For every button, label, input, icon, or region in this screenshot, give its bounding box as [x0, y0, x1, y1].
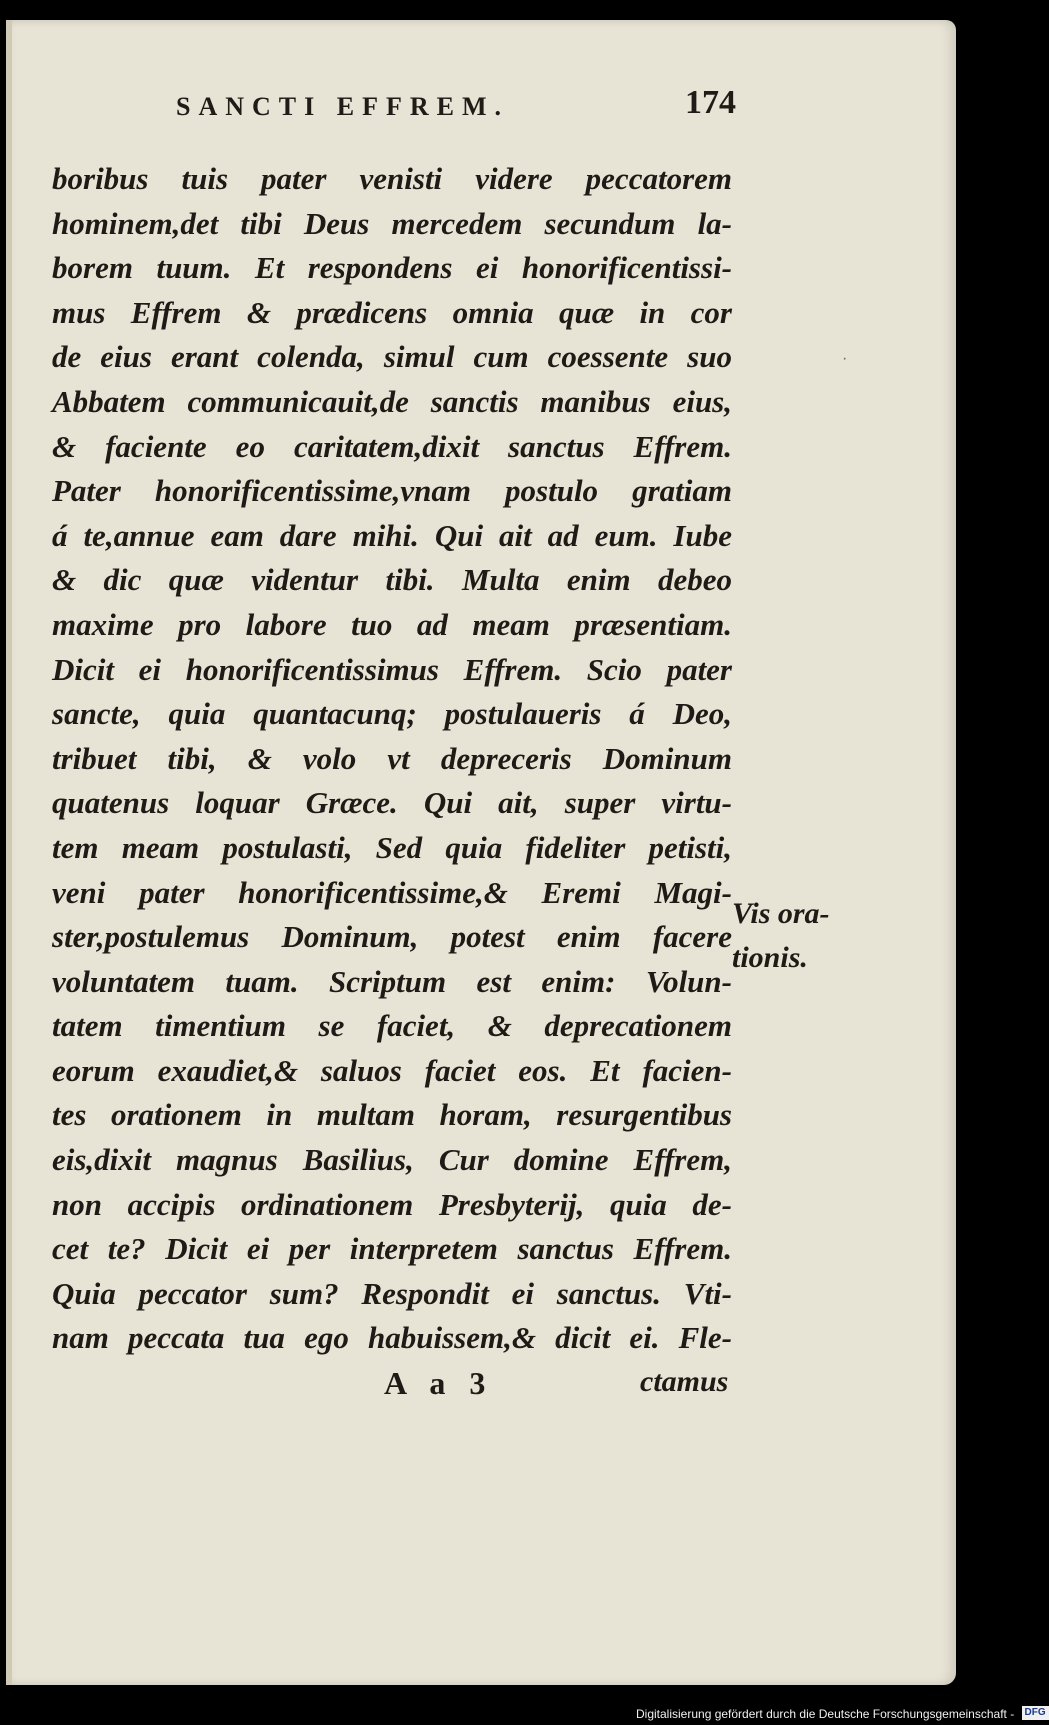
book-page [6, 20, 956, 1685]
text-line: quatenus loquar Græce. Qui ait, super virtu- [52, 785, 732, 821]
page-number: 174 [685, 84, 736, 121]
stray-ink-mark: · [842, 350, 848, 367]
digitization-credit [636, 1706, 1049, 1722]
text-line: Abbatem communicauit,de sanctis manibus eius, [52, 383, 732, 419]
text-line: tatem timentium se faciet, & deprecationem [52, 1008, 732, 1044]
margin-note-line: Vis ora- [732, 897, 830, 930]
text-line: voluntatem tuam. Scriptum est enim: Volun- [52, 963, 732, 999]
text-line: á te,annue eam dare mihi. Qui ait ad eum. Iube [52, 517, 732, 553]
text-line: hominem,det tibi Deus mercedem secundum la- [52, 205, 732, 241]
text-line: tem meam postulasti, Sed quia fideliter petisti, [52, 829, 732, 865]
text-line: nam peccata tua ego habuissem,& dicit ei. Fle- [52, 1320, 732, 1356]
margin-note [732, 892, 862, 980]
running-title: SANCTI EFFREM. [176, 92, 510, 121]
text-line: Pater honorificentissime,vnam postulo gratiam [52, 473, 732, 509]
text-line: & dic quæ videntur tibi. Multa enim debeo [52, 562, 732, 598]
dfg-logo: DFG [1022, 1706, 1049, 1720]
catchword: ctamus [640, 1365, 729, 1398]
text-line: maxime pro labore tuo ad meam præsentiam. [52, 606, 732, 642]
text-line: Quia peccator sum? Respondit ei sanctus. Vti- [52, 1275, 732, 1311]
text-line: cet te? Dicit ei per interpretem sanctus Effrem. [52, 1231, 732, 1267]
page-header [176, 84, 736, 124]
margin-note-line: tionis. [732, 941, 808, 974]
text-line: de eius erant colenda, simul cum coessente suo [52, 339, 732, 375]
body-text [52, 157, 732, 1361]
page-left-edge [6, 20, 12, 1685]
text-line: non accipis ordinationem Presbyterij, quia de- [52, 1186, 732, 1222]
text-line: borem tuum. Et respondens ei honorificentissi- [52, 250, 732, 286]
text-line: & faciente eo caritatem,dixit sanctus Effrem. [52, 428, 732, 464]
text-line: tes orationem in multam horam, resurgentibus [52, 1097, 732, 1133]
text-line: tribuet tibi, & volo vt depreceris Dominum [52, 740, 732, 776]
text-line: eorum exaudiet,& saluos faciet eos. Et facien- [52, 1052, 732, 1088]
text-line: boribus tuis pater venisti videre peccatorem [52, 161, 732, 196]
text-line: sancte, quia quantacunq; postulaueris á Deo, [52, 696, 732, 732]
credit-text: Digitalisierung gefördert durch die Deutsche Forschungsgemeinschaft - [636, 1707, 1015, 1721]
text-line: eis,dixit magnus Basilius, Cur domine Effrem, [52, 1142, 732, 1178]
text-line: mus Effrem & prædicens omnia quæ in cor [52, 294, 732, 330]
text-line: ster,postulemus Dominum, potest enim facere [52, 919, 732, 955]
text-line: veni pater honorificentissime,& Eremi Magi- [52, 874, 732, 910]
text-line: Dicit ei honorificentissimus Effrem. Scio pater [52, 651, 732, 687]
signature-mark: A a 3 [384, 1365, 494, 1401]
